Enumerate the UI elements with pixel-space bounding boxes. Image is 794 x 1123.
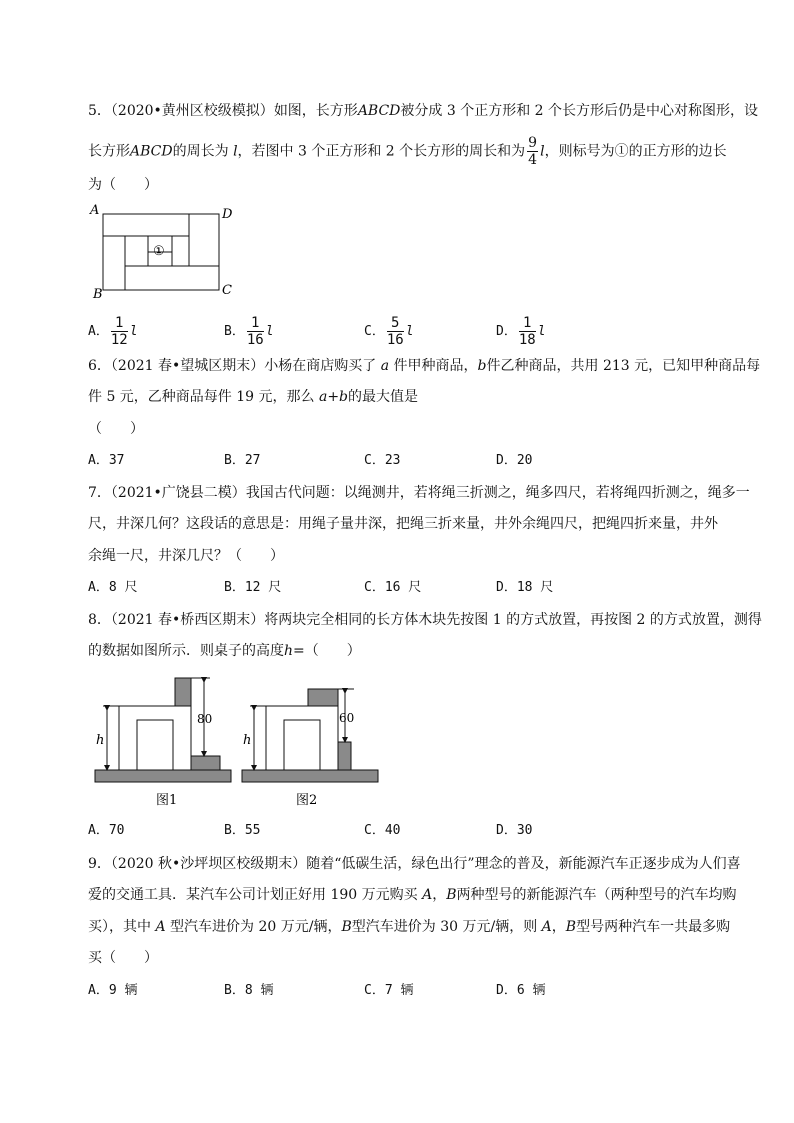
q9-option-c[interactable]: C．7 辆 <box>364 983 414 998</box>
q8-line2: 的数据如图所示．则桌子的高度h=（ ） <box>88 643 361 659</box>
q5-option-c[interactable]: C． $\frac{5}{16}$ l <box>364 315 414 348</box>
q9-line1: 9．（2020 秋•沙坪坝区校级期末）随着“低碳生活，绿色出行”理念的普及，新能源汽车正逐步成为人们喜 <box>88 856 741 872</box>
q9-line4: 买（ ） <box>88 950 158 966</box>
q6-option-c[interactable]: C．23 <box>364 453 401 468</box>
q5-option-b[interactable]: B． $\frac{1}{16}$ l <box>224 315 274 348</box>
q7-option-c[interactable]: C．16 尺 <box>364 580 422 595</box>
q8-source: （2021 春•桥西区期末） <box>110 612 265 628</box>
q7-option-d[interactable]: D．18 尺 <box>496 580 554 595</box>
fig1-h-label: h <box>96 733 105 748</box>
q7-number: 7． <box>88 485 111 501</box>
q5-line1: 5．（2020•黄州区校级模拟）如图，长方形ABCD被分成 3 个正方形和 2 个长方形后仍是中心对称图形，设 <box>88 103 759 119</box>
fig2-caption: 图2 <box>296 793 318 808</box>
label-d: D <box>222 207 233 222</box>
q7-line2: 尺，井深几何？这段话的意思是：用绳子量井深，把绳三折来量，井外余绳四尺，把绳四折来量，井外 <box>88 516 718 532</box>
q7-option-a[interactable]: A．8 尺 <box>88 580 138 595</box>
q5-line2: 长方形ABCD的周长为 l，若图中 3 个正方形和 2 个长方形的周长和为 $\frac{9}{4}$ l，则标号为①的正方形的边长 <box>88 135 727 168</box>
q8-number: 8． <box>88 612 111 628</box>
q5-option-d[interactable]: D． $\frac{1}{18}$ l <box>496 315 546 348</box>
table-top <box>242 770 378 782</box>
q6-line3: （ ） <box>88 421 144 437</box>
q7-source: （2021•广饶县二模） <box>110 485 246 501</box>
q7-line3: 余绳一尺，井深几尺？（ ） <box>88 548 284 564</box>
q8-option-b[interactable]: B．55 <box>224 823 261 838</box>
q6-source: （2021 春•望城区期末） <box>110 358 265 374</box>
q8-option-d[interactable]: D．30 <box>496 823 533 838</box>
block-flat <box>191 756 220 770</box>
q9-line3: 买），其中 A 型汽车进价为 20 万元/辆，B型汽车进价为 30 万元/辆，则 A，B型号两种汽车一共最多购 <box>88 919 731 935</box>
q7-line1: 7．（2021•广饶县二模）我国古代问题：以绳测井，若将绳三折测之，绳多四尺，若将绳四折测之，绳多一 <box>88 485 750 501</box>
q9-option-d[interactable]: D．6 辆 <box>496 983 546 998</box>
fig2-h-label: h <box>243 733 252 748</box>
table-top <box>95 770 231 782</box>
q8-option-c[interactable]: C．40 <box>364 823 401 838</box>
q5-fraction: $\frac{9}{4}$ <box>528 135 538 168</box>
q6-option-a[interactable]: A．37 <box>88 453 125 468</box>
q8-line1: 8．（2021 春•桥西区期末）将两块完全相同的长方体木块先按图 1 的方式放置，再按图 2 的方式放置，测得 <box>88 612 762 628</box>
fig2-height-60: 60 <box>339 711 355 725</box>
q5-source: （2020•黄州区校级模拟） <box>110 103 274 119</box>
q6-line1: 6．（2021 春•望城区期末）小杨在商店购买了 a 件甲种商品，b件乙种商品，共用 213 元，已知甲种商品每 <box>88 358 761 374</box>
q9-source: （2020 秋•沙坪坝区校级期末） <box>110 856 307 872</box>
q9-option-a[interactable]: A．9 辆 <box>88 983 138 998</box>
q9-option-b[interactable]: B．8 辆 <box>224 983 274 998</box>
q6-line2: 件 5 元，乙种商品每件 19 元，那么 a+b的最大值是 <box>88 389 419 405</box>
block-flat <box>308 689 338 706</box>
q8-figure-1 <box>86 672 236 812</box>
q5-rectangle-figure <box>86 200 246 304</box>
label-c: C <box>222 283 232 298</box>
block-upright <box>338 742 351 770</box>
fig1-caption: 图1 <box>156 793 178 808</box>
q6-number: 6． <box>88 358 111 374</box>
q8-option-a[interactable]: A．70 <box>88 823 125 838</box>
q5-option-a[interactable]: A． $\frac{1}{12}$ l <box>88 315 138 348</box>
q9-line2: 爱的交通工具．某汽车公司计划正好用 190 万元购买 A，B两种型号的新能源汽车（两种型号的汽车均购 <box>88 887 737 903</box>
q6-option-d[interactable]: D．20 <box>496 453 533 468</box>
circled-one-mark: ① <box>153 244 165 259</box>
q7-option-b[interactable]: B．12 尺 <box>224 580 282 595</box>
q5-line3: 为（ ） <box>88 177 158 193</box>
block-upright <box>175 678 191 706</box>
q8-figure-2 <box>240 672 390 812</box>
label-b: B <box>93 287 103 302</box>
label-a: A <box>90 203 100 218</box>
q5-number: 5． <box>88 103 111 119</box>
q9-number: 9． <box>88 856 111 872</box>
q6-option-b[interactable]: B．27 <box>224 453 261 468</box>
fig1-height-80: 80 <box>197 712 213 726</box>
